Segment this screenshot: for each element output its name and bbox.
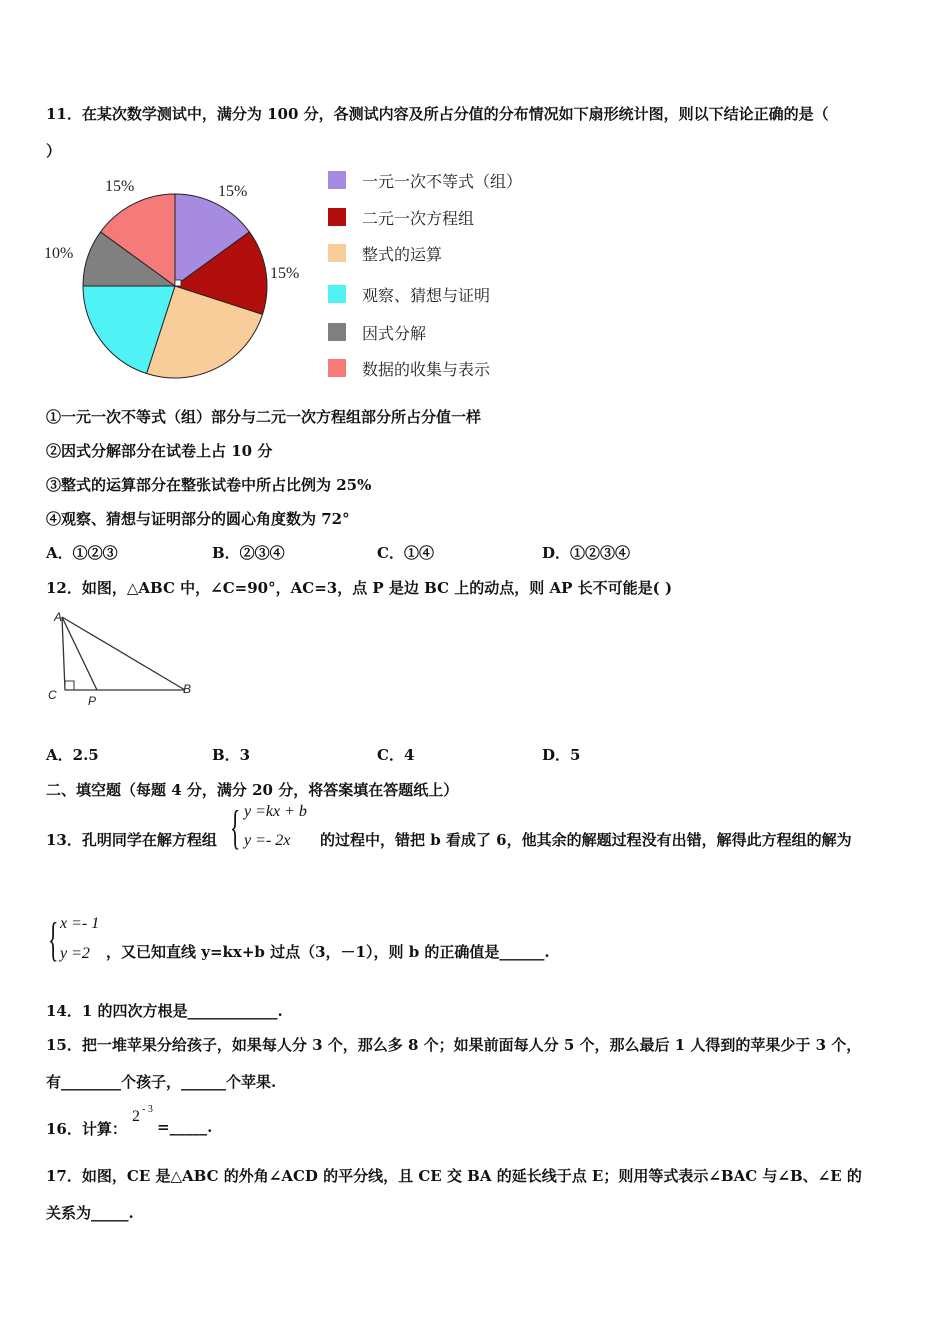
- vertex-label-a: A: [54, 610, 63, 624]
- q16-base: 2: [132, 1108, 140, 1125]
- legend-label: 一元一次不等式（组）: [362, 171, 523, 191]
- vertex-label-p: P: [88, 694, 97, 708]
- legend-item: [328, 322, 426, 342]
- q11-statement-2: ②因式分解部分在试卷上占 10 分: [46, 442, 273, 460]
- q11-option-a: A．①②③: [46, 544, 118, 562]
- legend-swatch: [328, 285, 346, 303]
- pct-label-equations: 15%: [270, 265, 300, 282]
- q13-tail: ，又已知直线 y=kx+b 过点（3，－1），则 b 的正确值是______.: [106, 943, 550, 961]
- legend-item: [328, 170, 522, 190]
- q11-option-c: C．①④: [377, 544, 434, 562]
- q11-stem-end: ）: [46, 142, 62, 160]
- q11-stem: 11．在某次数学测试中，满分为 100 分，各测试内容及所占分值的分布情况如下扇形统计图，则以下结论正确的是（: [46, 105, 829, 123]
- legend-swatch: [328, 208, 346, 226]
- q14: 14．1 的四次方根是____________.: [46, 1002, 283, 1020]
- legend-swatch: [328, 171, 346, 189]
- q11-option-d: D．①②③④: [542, 544, 631, 562]
- q13-suffix: 的过程中，错把 b 看成了 6，他其余的解题过程没有出错，解得此方程组的解为: [320, 831, 852, 849]
- legend-swatch: [328, 359, 346, 377]
- vertex-label-b: B: [183, 682, 192, 696]
- q12-stem: 12．如图，△ABC 中，∠C=90°，AC=3，点 P 是边 BC 上的动点，则 AP 长不可能是( ): [46, 579, 673, 597]
- pct-label-inequality: 15%: [218, 183, 248, 200]
- q12-option-b: B．3: [212, 746, 251, 764]
- q13-solution-y: y =2: [60, 945, 90, 962]
- triangle-figure: [40, 605, 210, 715]
- q11-statement-1: ①一元一次不等式（组）部分与二元一次方程组部分所占分值一样: [46, 408, 482, 426]
- q12-option-a: A．2.5: [46, 746, 99, 764]
- legend-label: 数据的收集与表示: [362, 359, 491, 379]
- q15-line-1: 15．把一堆苹果分给孩子，如果每人分 3 个，那么多 8 个；如果前面每人分 5 个，那么最后 1 人得到的苹果少于 3 个，: [46, 1036, 862, 1054]
- legend-label: 整式的运算: [362, 244, 443, 264]
- q12-option-d: D．5: [542, 746, 581, 764]
- section-heading: 二、填空题（每题 4 分，满分 20 分，将答案填在答题纸上）: [46, 781, 459, 799]
- legend-item: [328, 207, 474, 227]
- q16-exponent: - 3: [142, 1104, 153, 1115]
- q17-line-1: 17．如图，CE 是△ABC 的外角∠ACD 的平分线，且 CE 交 BA 的延长线于点 E；则用等式表示∠BAC 与∠B、∠E 的: [46, 1167, 862, 1185]
- q16-prefix: 16．计算：: [46, 1120, 127, 1138]
- q16-suffix: =_____.: [157, 1118, 213, 1136]
- legend-label: 因式分解: [362, 323, 427, 343]
- q13-equation-1: y =kx + b: [244, 803, 307, 820]
- q12-option-c: C．4: [377, 746, 415, 764]
- q11-option-b: B．②③④: [212, 544, 285, 562]
- legend-label: 二元一次方程组: [362, 208, 475, 228]
- legend-swatch: [328, 244, 346, 262]
- system-brace: {: [230, 801, 241, 854]
- solution-brace: {: [48, 913, 59, 966]
- pie-center-mark: [175, 280, 181, 286]
- q13-prefix: 13．孔明同学在解方程组: [46, 831, 217, 849]
- pct-label-factoring: 10%: [44, 245, 74, 262]
- pie-chart: [0, 170, 320, 400]
- q13-equation-2: y =- 2x: [244, 832, 291, 849]
- vertex-label-c: C: [48, 688, 57, 702]
- q15-line-2: 有________个孩子，______个苹果.: [46, 1073, 277, 1091]
- pct-label-data: 15%: [105, 178, 135, 195]
- q11-statement-3: ③整式的运算部分在整张试卷中所占比例为 25%: [46, 476, 372, 494]
- q13-solution-x: x =- 1: [60, 915, 100, 932]
- legend-item: [328, 284, 490, 304]
- legend-swatch: [328, 323, 346, 341]
- legend-item: [328, 243, 442, 263]
- q17-line-2: 关系为_____.: [46, 1204, 134, 1222]
- legend-label: 观察、猜想与证明: [362, 285, 491, 305]
- legend-item: [328, 358, 490, 378]
- q11-statement-4: ④观察、猜想与证明部分的圆心角度数为 72°: [46, 510, 350, 528]
